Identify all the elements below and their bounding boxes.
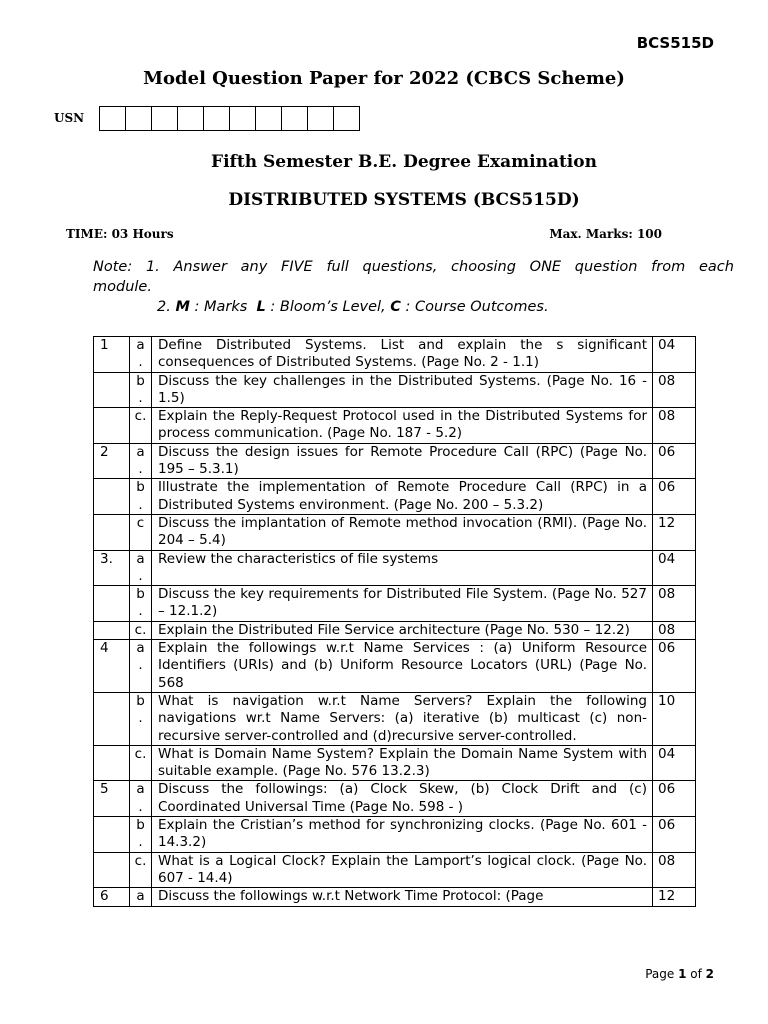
question-row (94, 550, 696, 586)
question-row (94, 337, 696, 373)
usn-box (177, 106, 204, 131)
usn-box (333, 106, 360, 131)
note-word: question (574, 259, 638, 275)
note-m-text: : Marks (194, 299, 248, 315)
note-l: L (256, 299, 266, 315)
footer-of: of (686, 967, 706, 981)
question-row (94, 479, 696, 515)
question-text: Discuss the followings w.r.t Network Time Protocol: (Page (152, 888, 653, 906)
question-row (94, 745, 696, 781)
note-line-1-cont: module. (93, 279, 152, 295)
note-word: from (651, 259, 686, 275)
usn-box (151, 106, 178, 131)
question-marks: 08 (653, 372, 696, 408)
question-number (94, 479, 130, 515)
question-marks: 04 (653, 550, 696, 586)
question-number (94, 817, 130, 853)
question-text: Explain the Reply-Request Protocol used in the Distributed Systems for process communication. (Page No. 187 - 5.2) (152, 408, 653, 444)
question-marks: 04 (653, 337, 696, 373)
question-text: Explain the Distributed File Service architecture (Page No. 530 – 12.2) (152, 621, 653, 639)
question-number (94, 745, 130, 781)
usn-boxes (100, 106, 360, 131)
footer-prefix: Page (645, 967, 679, 981)
question-marks: 12 (653, 514, 696, 550)
question-number (94, 586, 130, 622)
note-line-2 (93, 297, 734, 317)
question-sub-label: a . (130, 781, 152, 817)
question-number (94, 621, 130, 639)
question-row (94, 372, 696, 408)
question-sub-label: a . (130, 640, 152, 693)
question-row (94, 817, 696, 853)
question-text: Explain the Cristian’s method for synchronizing clocks. (Page No. 601 - 14.3.2) (152, 817, 653, 853)
question-row (94, 640, 696, 693)
note-c: C (390, 299, 401, 315)
question-marks: 08 (653, 586, 696, 622)
note-word: each (698, 259, 734, 275)
note-word: questions, (362, 259, 438, 275)
note-l-text: : Bloom’s Level, (270, 299, 386, 315)
question-sub-label: b . (130, 586, 152, 622)
footer-current-page: 1 (678, 967, 687, 981)
max-marks-label: Max. Marks: 100 (549, 227, 662, 241)
note-m: M (175, 299, 190, 315)
question-marks: 08 (653, 621, 696, 639)
question-row (94, 781, 696, 817)
exam-title: Fifth Semester B.E. Degree Examination (211, 152, 597, 172)
question-text: Illustrate the implementation of Remote Procedure Call (RPC) in a Distributed Systems environment. (Page No. 200 – 5.3.2) (152, 479, 653, 515)
question-sub-label: c. (130, 621, 152, 639)
question-row (94, 852, 696, 888)
question-marks: 04 (653, 745, 696, 781)
usn-box (307, 106, 334, 131)
question-sub-label: c. (130, 745, 152, 781)
question-row (94, 621, 696, 639)
question-text: What is a Logical Clock? Explain the Lamport’s logical clock. (Page No. 607 - 14.4) (152, 852, 653, 888)
question-row (94, 586, 696, 622)
time-label: TIME: 03 Hours (66, 227, 174, 241)
usn-label: USN (54, 111, 85, 125)
question-number (94, 692, 130, 745)
page-footer (645, 967, 714, 981)
question-row (94, 514, 696, 550)
questions-body (94, 337, 696, 907)
question-sub-label: b . (130, 817, 152, 853)
question-sub-label: b . (130, 372, 152, 408)
question-text: Explain the followings w.r.t Name Services : (a) Uniform Resource Identifiers (URIs) and (b) Uniform Resource Locators (URL) (Page No. 568 (152, 640, 653, 693)
question-row (94, 692, 696, 745)
question-text: Review the characteristics of file systems (152, 550, 653, 586)
question-number: 2 (94, 443, 130, 479)
question-marks: 06 (653, 781, 696, 817)
usn-box (203, 106, 230, 131)
instructions-note (93, 257, 734, 317)
question-text: Discuss the followings: (a) Clock Skew, (b) Clock Drift and (c) Coordinated Universal Time (Page No. 598 - ) (152, 781, 653, 817)
note-word: ONE (529, 259, 562, 275)
usn-box (125, 106, 152, 131)
question-number: 6 (94, 888, 130, 906)
usn-box (255, 106, 282, 131)
question-sub-label: b . (130, 479, 152, 515)
note-word: Answer (173, 259, 227, 275)
footer-total-pages: 2 (705, 967, 714, 981)
question-marks: 08 (653, 852, 696, 888)
note-line-1 (93, 257, 734, 277)
question-sub-label: a . (130, 337, 152, 373)
question-text: Discuss the key requirements for Distributed File System. (Page No. 527 – 12.1.2) (152, 586, 653, 622)
question-text: Discuss the key challenges in the Distributed Systems. (Page No. 16 - 1.5) (152, 372, 653, 408)
question-number (94, 408, 130, 444)
usn-box (99, 106, 126, 131)
question-sub-label: c (130, 514, 152, 550)
question-number (94, 372, 130, 408)
question-marks: 06 (653, 817, 696, 853)
questions-table (93, 336, 696, 907)
question-marks: 12 (653, 888, 696, 906)
note-word: 1. (145, 259, 160, 275)
note-word: FIVE (281, 259, 313, 275)
paper-title: Model Question Paper for 2022 (CBCS Scheme) (143, 68, 625, 89)
subject-title: DISTRIBUTED SYSTEMS (BCS515D) (228, 190, 580, 210)
question-sub-label: c. (130, 852, 152, 888)
question-sub-label: a . (130, 443, 152, 479)
question-sub-label: b . (130, 692, 152, 745)
paper-code: BCS515D (636, 34, 714, 52)
question-text: Discuss the design issues for Remote Procedure Call (RPC) (Page No. 195 – 5.3.1) (152, 443, 653, 479)
note-num: 2. (157, 299, 171, 315)
question-marks: 06 (653, 640, 696, 693)
question-text: Discuss the implantation of Remote method invocation (RMI). (Page No. 204 – 5.4) (152, 514, 653, 550)
note-label: Note: (93, 259, 133, 275)
question-marks: 06 (653, 443, 696, 479)
question-number (94, 514, 130, 550)
question-number: 3. (94, 550, 130, 586)
question-marks: 06 (653, 479, 696, 515)
question-number: 5 (94, 781, 130, 817)
question-text: What is navigation w.r.t Name Servers? Explain the following navigations wr.t Name Servers: (a) iterative (b) multicast (c) non-recursive server-controlled and (d)recursive server-controlled. (152, 692, 653, 745)
question-number (94, 852, 130, 888)
question-text: Define Distributed Systems. List and explain the s significant consequences of Distributed Systems. (Page No. 2 - 1.1) (152, 337, 653, 373)
usn-box (229, 106, 256, 131)
question-marks: 08 (653, 408, 696, 444)
note-c-text: : Course Outcomes. (405, 299, 549, 315)
note-word: full (326, 259, 349, 275)
question-sub-label: a . (130, 550, 152, 586)
note-word: choosing (451, 259, 516, 275)
note-word: any (240, 259, 268, 275)
question-sub-label: c. (130, 408, 152, 444)
usn-box (281, 106, 308, 131)
question-marks: 10 (653, 692, 696, 745)
question-row (94, 443, 696, 479)
question-text: What is Domain Name System? Explain the Domain Name System with suitable example. (Page No. 576 13.2.3) (152, 745, 653, 781)
question-row (94, 408, 696, 444)
question-sub-label: a (130, 888, 152, 906)
question-number: 1 (94, 337, 130, 373)
question-row (94, 888, 696, 906)
question-number: 4 (94, 640, 130, 693)
